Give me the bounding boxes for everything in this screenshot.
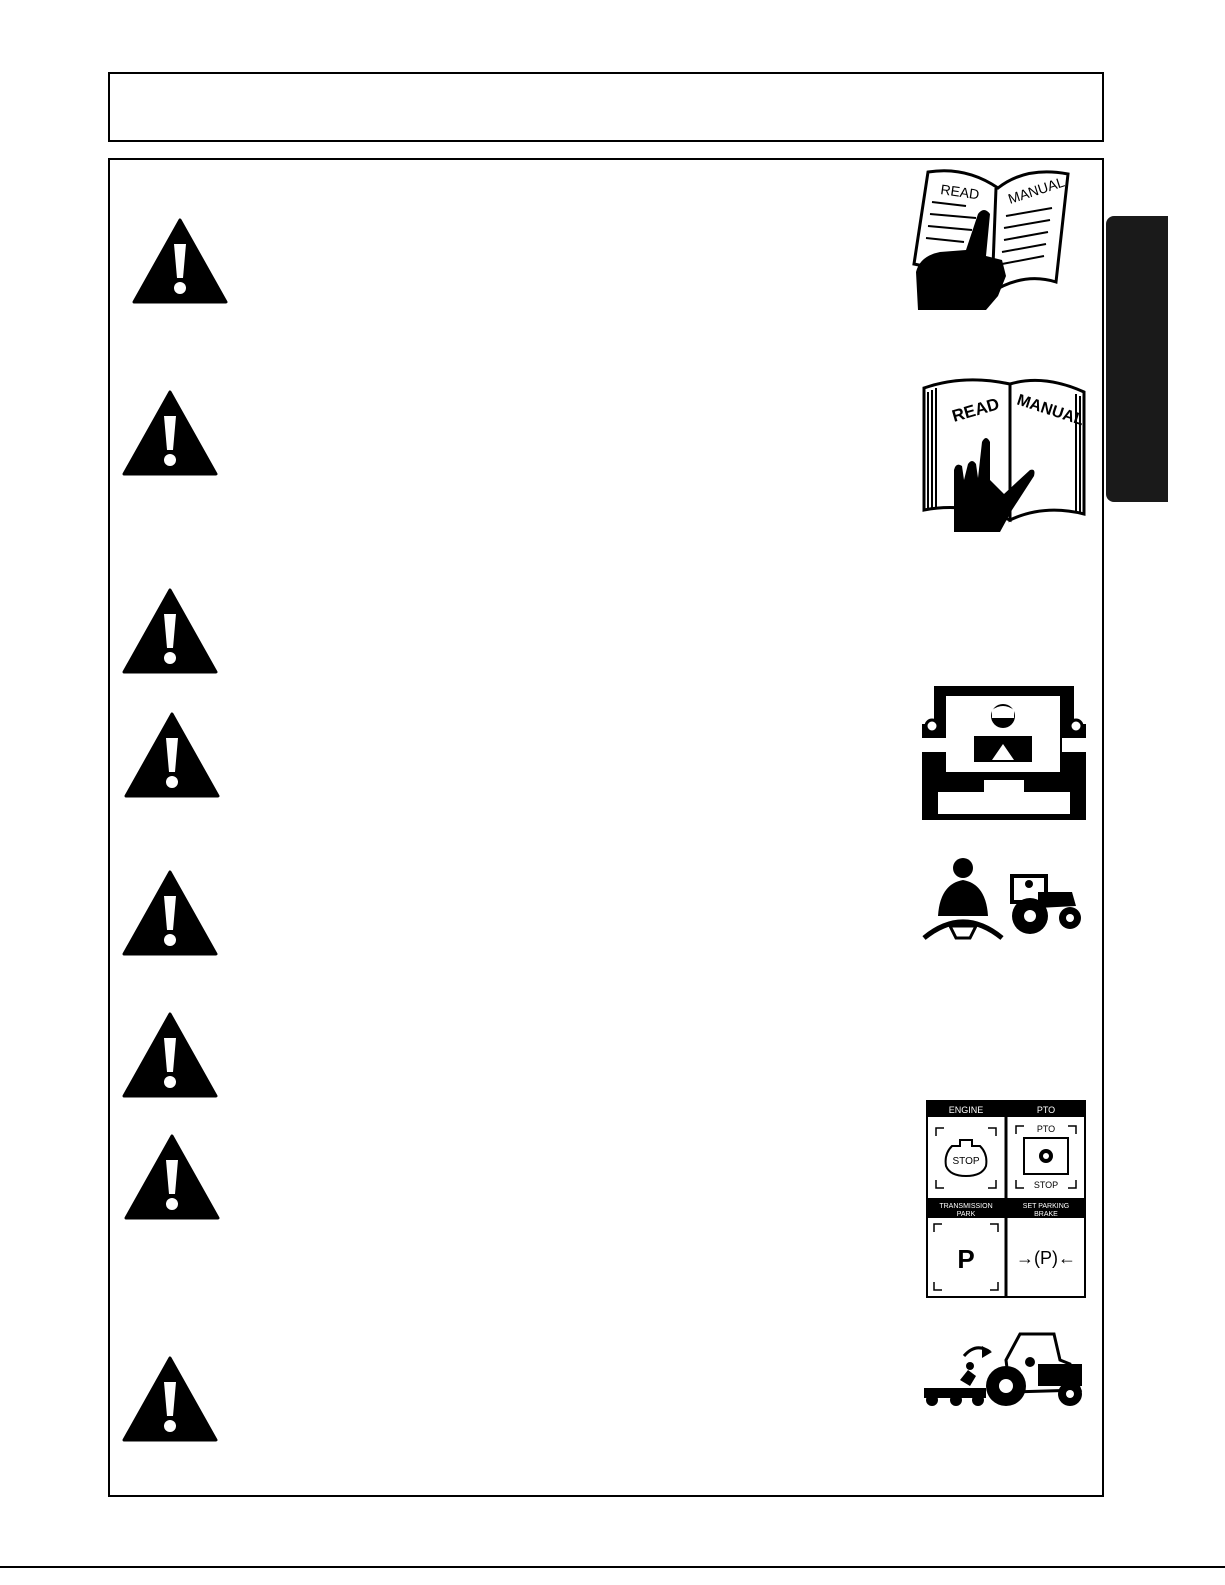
engine-title: ENGINE [948, 1105, 984, 1115]
pto-inner-label: PTO [1036, 1124, 1056, 1134]
header-box [108, 72, 1104, 142]
warning-triangle-icon [124, 712, 220, 798]
warning-triangle-icon [122, 1012, 218, 1098]
engine-stop-label: STOP [952, 1156, 980, 1167]
seatbelt-tractor-icon [920, 856, 1082, 942]
warning-triangle-icon [122, 1356, 218, 1442]
warning-triangle-icon [132, 218, 228, 304]
footer-rule [0, 1566, 1225, 1568]
warning-triangle-icon [122, 870, 218, 956]
read-manual-icon [920, 370, 1088, 534]
shutdown-procedure-icon [926, 1100, 1086, 1298]
park-title: PARK [956, 1211, 976, 1218]
manual-left-text: READ [949, 394, 1002, 426]
manual-right-text: MANUAL [1005, 173, 1067, 207]
park-letter: P [957, 1244, 975, 1274]
warning-triangle-icon [122, 588, 218, 674]
manual-left-text: READ [939, 181, 981, 203]
parking-brake-title: SET PARKING [1022, 1203, 1070, 1210]
pto-stop-label: STOP [1033, 1180, 1059, 1190]
read-manual-icon [906, 164, 1074, 312]
thrown-object-icon [920, 1330, 1086, 1408]
parking-brake-symbol: →(P)← [1016, 1248, 1076, 1268]
transmission-title: TRANSMISSION [939, 1203, 993, 1210]
rollover-protection-icon [922, 680, 1086, 820]
brake-title: BRAKE [1034, 1211, 1058, 1218]
manual-right-text: MANUAL [1014, 391, 1086, 430]
section-tab[interactable] [1106, 216, 1168, 502]
warning-triangle-icon [124, 1134, 220, 1220]
warning-triangle-icon [122, 390, 218, 476]
pto-title: PTO [1036, 1105, 1056, 1115]
